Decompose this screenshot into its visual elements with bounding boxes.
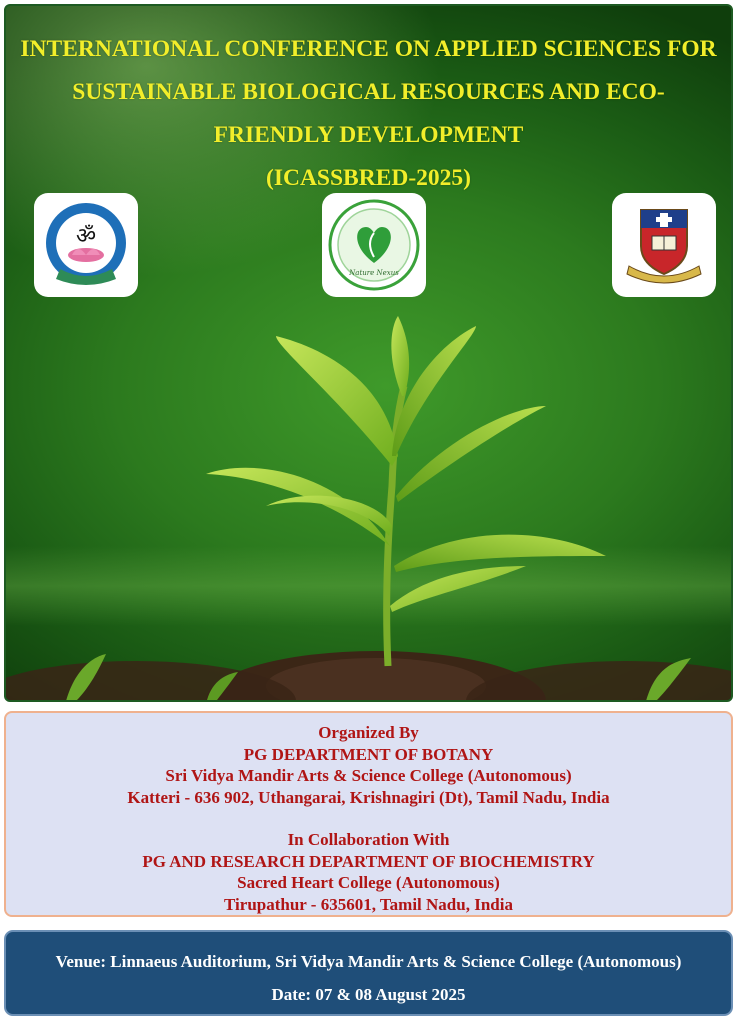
organizer-address: Katteri - 636 902, Uthangarai, Krishnagiri (Dt), Tamil Nadu, India <box>127 787 610 807</box>
venue-line: Venue: Linnaeus Auditorium, Sri Vidya Mandir Arts & Science College (Autonomous) <box>55 952 682 971</box>
conference-title <box>6 28 731 200</box>
college-logo-left <box>34 193 138 297</box>
organized-by-heading: Organized By <box>318 723 419 742</box>
title-line-2: SUSTAINABLE BIOLOGICAL RESOURCES AND ECO- <box>72 79 665 105</box>
collaborator-department: PG AND RESEARCH DEPARTMENT OF BIOCHEMISTRY <box>142 851 595 871</box>
collaborator-address: Tirupathur - 635601, Tamil Nadu, India <box>224 894 513 914</box>
title-line-1: INTERNATIONAL CONFERENCE ON APPLIED SCIENCES FOR <box>20 36 717 62</box>
sapling-illustration <box>6 306 733 702</box>
shield-crest-emblem-icon <box>619 200 709 290</box>
collaboration-heading: In Collaboration With <box>287 830 450 849</box>
nature-nexus-logo <box>322 193 426 297</box>
spacer <box>6 808 731 829</box>
organizer-college: Sri Vidya Mandir Arts & Science College (Autonomous) <box>165 766 572 785</box>
date-line: Date: 07 & 08 August 2025 <box>271 985 466 1004</box>
sacred-heart-college-logo <box>612 193 716 297</box>
venue-panel <box>4 930 733 1016</box>
poster-banner <box>4 4 733 702</box>
heart-leaf-emblem-icon <box>326 197 422 293</box>
title-line-3: FRIENDLY DEVELOPMENT <box>213 122 524 148</box>
nature-nexus-label: Nature Nexus <box>349 269 399 277</box>
organizer-department: PG DEPARTMENT OF BOTANY <box>243 744 494 764</box>
collaborator-college: Sacred Heart College (Autonomous) <box>237 873 500 892</box>
om-lotus-emblem-icon <box>40 199 132 291</box>
organizer-panel <box>4 711 733 917</box>
svg-text:ॐ: ॐ <box>75 224 97 249</box>
title-line-4: (ICASSBRED-2025) <box>266 165 471 191</box>
